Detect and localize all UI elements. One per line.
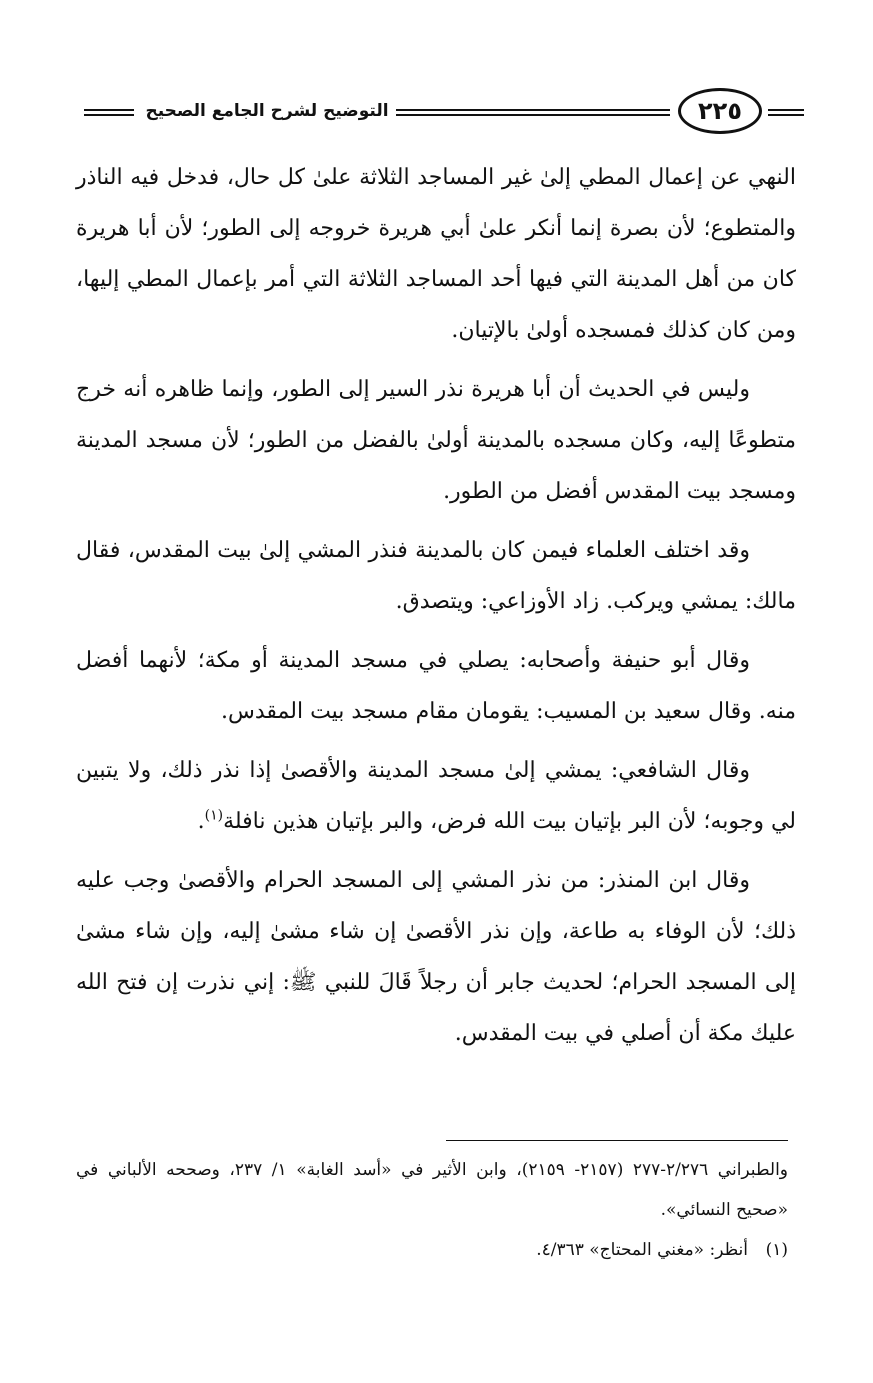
footnote-text: أنظر: «مغني المحتاج» ٤/٣٦٣. [536,1240,748,1260]
paragraph-5-text: وقال الشافعي: يمشي إلىٰ مسجد المدينة والأقصىٰ إذا نذر ذلك، ولا يتبين لي وجوبه؛ لأن البر بإتيان بيت الله فرض، والبر بإتيان هذين نافلة [76,758,796,834]
paragraph-6: وقال ابن المنذر: من نذر المشي إلى المسجد الحرام والأقصىٰ وجب عليه ذلك؛ لأن الوفاء به طاعة، وإن نذر الأقصىٰ إن شاء مشىٰ إليه، وإن شاء مشىٰ إلى المسجد الحرام؛ لحديث جابر أن رجلاً قَالَ للنبي ﷺ: إني نذرت إن فتح الله عليك مكة أن أصلي في بيت المقدس. [76,868,796,1046]
footnote-reference: (١) [204,807,224,824]
main-text [76,152,796,1063]
running-title: التوضيح لشرح الجامع الصحيح [145,101,389,121]
page-header [76,88,804,138]
footnote-number: (١) [765,1240,788,1260]
header-rule-right [768,109,804,116]
paragraph-1: النهي عن إعمال المطي إلىٰ غير المساجد الثلاثة علىٰ كل حال، فدخل فيه الناذر والمتطوع؛ لأن بصرة إنما أنكر علىٰ أبي هريرة خروجه إلى الطور؛ لأن أبا هريرة كان من أهل المدينة التي فيها أحد المساجد الثلاثة التي أمر بإعمال المطي إليها، ومن كان كذلك فمسجده أولىٰ بالإتيان. [76,165,796,343]
paragraph-4: وقال أبو حنيفة وأصحابه: يصلي في مسجد المدينة أو مكة؛ لأنهما أفضل منه. وقال سعيد بن المسيب: يقومان مقام مسجد بيت المقدس. [76,648,796,724]
header-rule-middle [396,109,670,116]
footnote-item [76,1230,788,1270]
page-number-badge [678,88,762,134]
footnote-continuation: والطبراني ٢/٢٧٦-٢٧٧ (٢١٥٧- ٢١٥٩)، وابن الأثير في «أسد الغابة» ١/ ٢٣٧، وصححه الألباني في «صحيح النسائي». [76,1160,788,1220]
footnote-separator [446,1140,788,1141]
paragraph-2: وليس في الحديث أن أبا هريرة نذر السير إلى الطور، وإنما ظاهره أنه خرج متطوعًا إليه، وكان مسجده بالمدينة أولىٰ بالفضل من الطور؛ لأن مسجد المدينة ومسجد بيت المقدس أفضل من الطور. [76,377,796,504]
footnotes [76,1150,788,1270]
header-rule-left [84,109,134,116]
paragraph-3: وقد اختلف العلماء فيمن كان بالمدينة فنذر المشي إلىٰ بيت المقدس، فقال مالك: يمشي ويركب. زاد الأوزاعي: ويتصدق. [76,538,796,614]
paragraph-5-end: . [197,809,205,834]
paragraph-5 [76,745,796,847]
page-number: ٢٢٥ [698,97,742,125]
